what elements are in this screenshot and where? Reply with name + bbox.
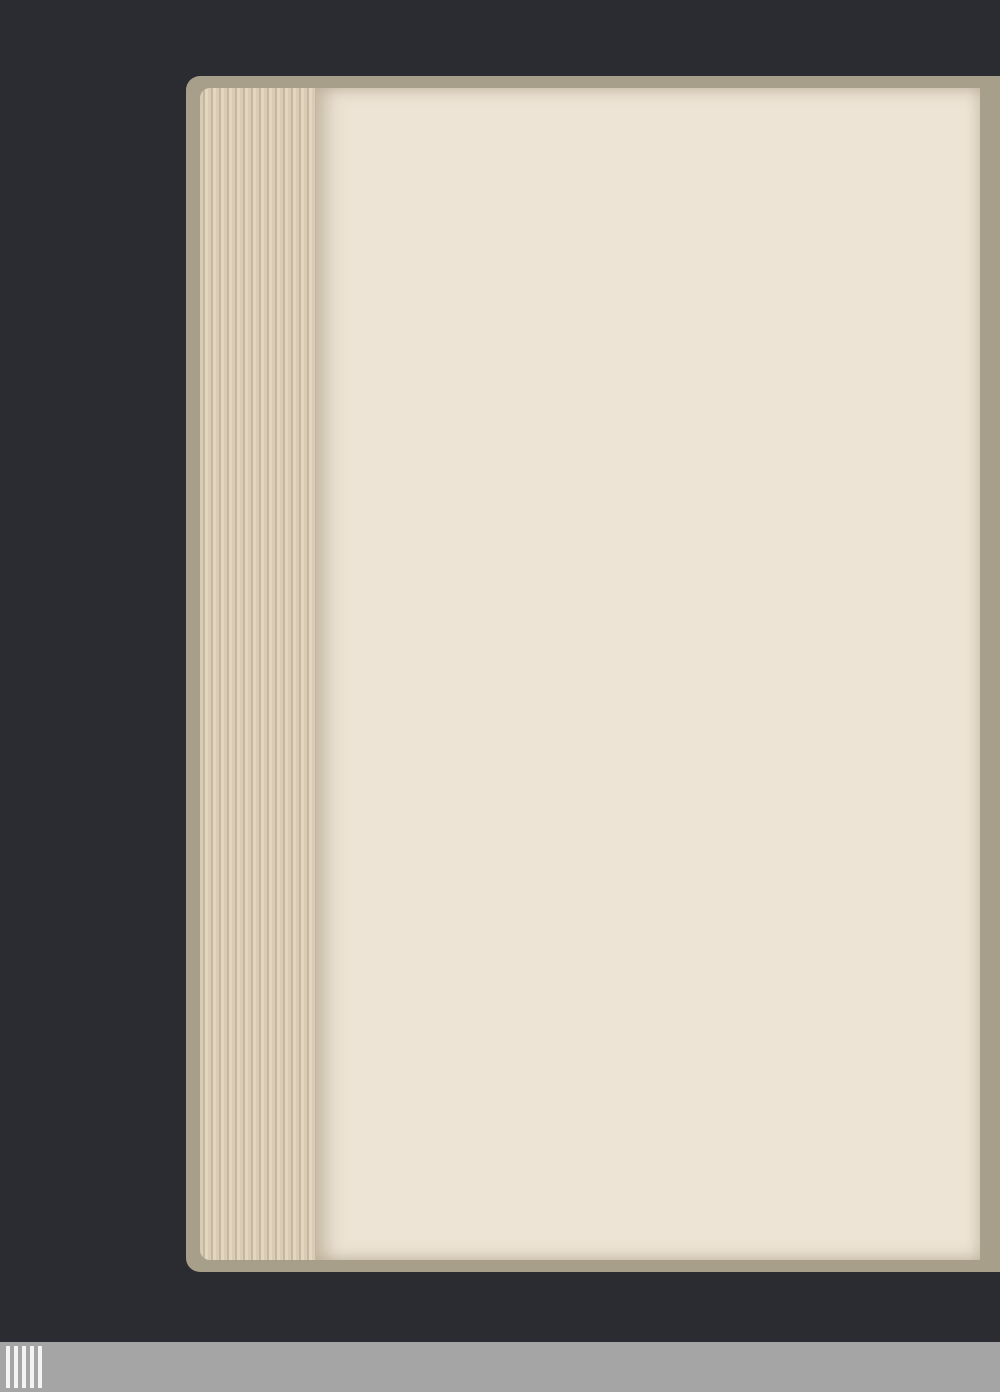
running-head [466,160,956,186]
page-edges [200,88,318,1260]
book-page [316,88,980,1260]
library-logo-icon [6,1346,42,1388]
drop-cap [468,895,540,977]
library-footer [0,1342,1000,1392]
